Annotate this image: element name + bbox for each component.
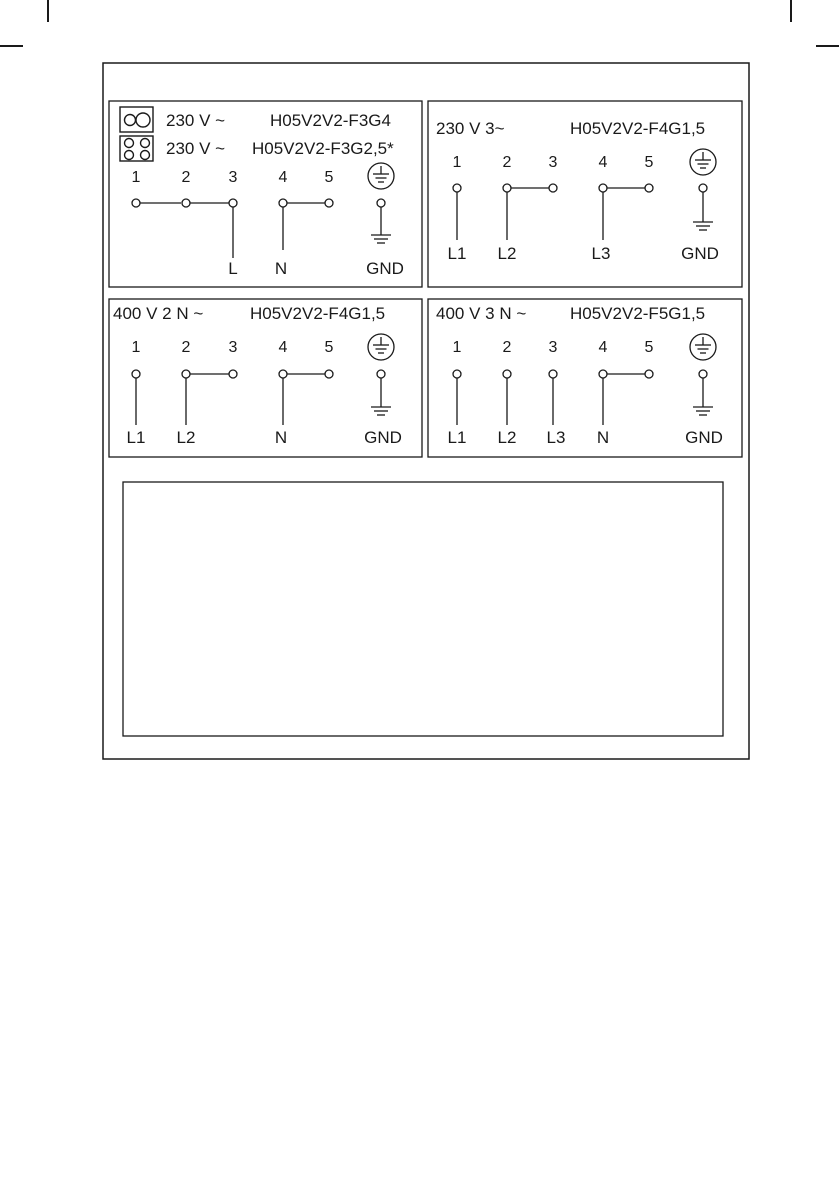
wire-label: GND bbox=[681, 244, 719, 263]
terminal-number: 3 bbox=[228, 339, 238, 356]
wire-label: L1 bbox=[126, 428, 146, 447]
terminal-points bbox=[453, 370, 707, 378]
terminal-number: 4 bbox=[598, 154, 608, 171]
terminal-number: 3 bbox=[548, 339, 558, 356]
panel-single-phase bbox=[109, 101, 422, 287]
voltage-label: 230 V ~ bbox=[166, 139, 226, 158]
wire-label: L1 bbox=[447, 244, 467, 263]
wiring-bridges bbox=[457, 374, 713, 425]
empty-note-box bbox=[123, 482, 723, 736]
voltage-label: 230 V ~ bbox=[166, 111, 226, 130]
earth-symbol-icon bbox=[368, 163, 394, 189]
cable-type-label: H05V2V2-F3G4 bbox=[270, 111, 391, 130]
terminal-number: 2 bbox=[181, 339, 191, 356]
terminal-number: 1 bbox=[131, 169, 141, 186]
earth-symbol-icon bbox=[690, 149, 716, 175]
wire-label: GND bbox=[364, 428, 402, 447]
cable-type-label: H05V2V2-F3G2,5* bbox=[252, 139, 394, 158]
terminal-number: 2 bbox=[502, 154, 512, 171]
earth-symbol-icon bbox=[368, 334, 394, 360]
wire-label: L1 bbox=[447, 428, 467, 447]
terminal-number: 4 bbox=[278, 169, 288, 186]
terminal-number: 3 bbox=[548, 154, 558, 171]
voltage-label: 400 V 3 N ~ bbox=[436, 304, 527, 323]
wire-label: GND bbox=[366, 259, 404, 278]
panel-three-phase-400 bbox=[428, 299, 742, 457]
terminal-number: 5 bbox=[324, 339, 334, 356]
terminal-number: 2 bbox=[502, 339, 512, 356]
wiring-bridges bbox=[136, 374, 391, 425]
wire-label: N bbox=[596, 428, 610, 447]
cable-type-label: H05V2V2-F4G1,5 bbox=[250, 304, 386, 323]
wire-label: L3 bbox=[591, 244, 611, 263]
wire-label: GND bbox=[685, 428, 723, 447]
wire-label: L3 bbox=[546, 428, 566, 447]
terminal-number: 2 bbox=[181, 169, 191, 186]
wire-label: L bbox=[228, 259, 238, 278]
panel-two-phase-230 bbox=[428, 101, 742, 287]
earth-symbol-icon bbox=[690, 334, 716, 360]
terminal-number: 4 bbox=[278, 339, 288, 356]
cable-type-label: H05V2V2-F4G1,5 bbox=[570, 119, 706, 138]
terminal-points bbox=[132, 370, 385, 378]
terminal-number: 4 bbox=[598, 339, 608, 356]
voltage-label: 400 V 2 N ~ bbox=[113, 304, 204, 323]
wire-label: N bbox=[274, 428, 288, 447]
cable-type-label: H05V2V2-F5G1,5 bbox=[570, 304, 706, 323]
four-hob-icon bbox=[120, 136, 153, 161]
terminal-number: 5 bbox=[644, 154, 654, 171]
wiring-bridges bbox=[457, 188, 713, 240]
wire-label: N bbox=[274, 259, 288, 278]
panel-two-phase-400 bbox=[109, 299, 422, 457]
terminal-number: 3 bbox=[228, 169, 238, 186]
terminal-number: 1 bbox=[452, 154, 462, 171]
terminal-number: 5 bbox=[324, 169, 334, 186]
wire-label: L2 bbox=[497, 428, 517, 447]
voltage-label: 230 V 3~ bbox=[436, 119, 505, 138]
terminal-number: 5 bbox=[644, 339, 654, 356]
terminal-points bbox=[453, 184, 707, 192]
two-hob-icon bbox=[120, 107, 153, 132]
wire-label: L2 bbox=[176, 428, 196, 447]
wiring-bridges bbox=[140, 203, 391, 258]
wire-label: L2 bbox=[497, 244, 517, 263]
terminal-number: 1 bbox=[131, 339, 141, 356]
terminal-number: 1 bbox=[452, 339, 462, 356]
